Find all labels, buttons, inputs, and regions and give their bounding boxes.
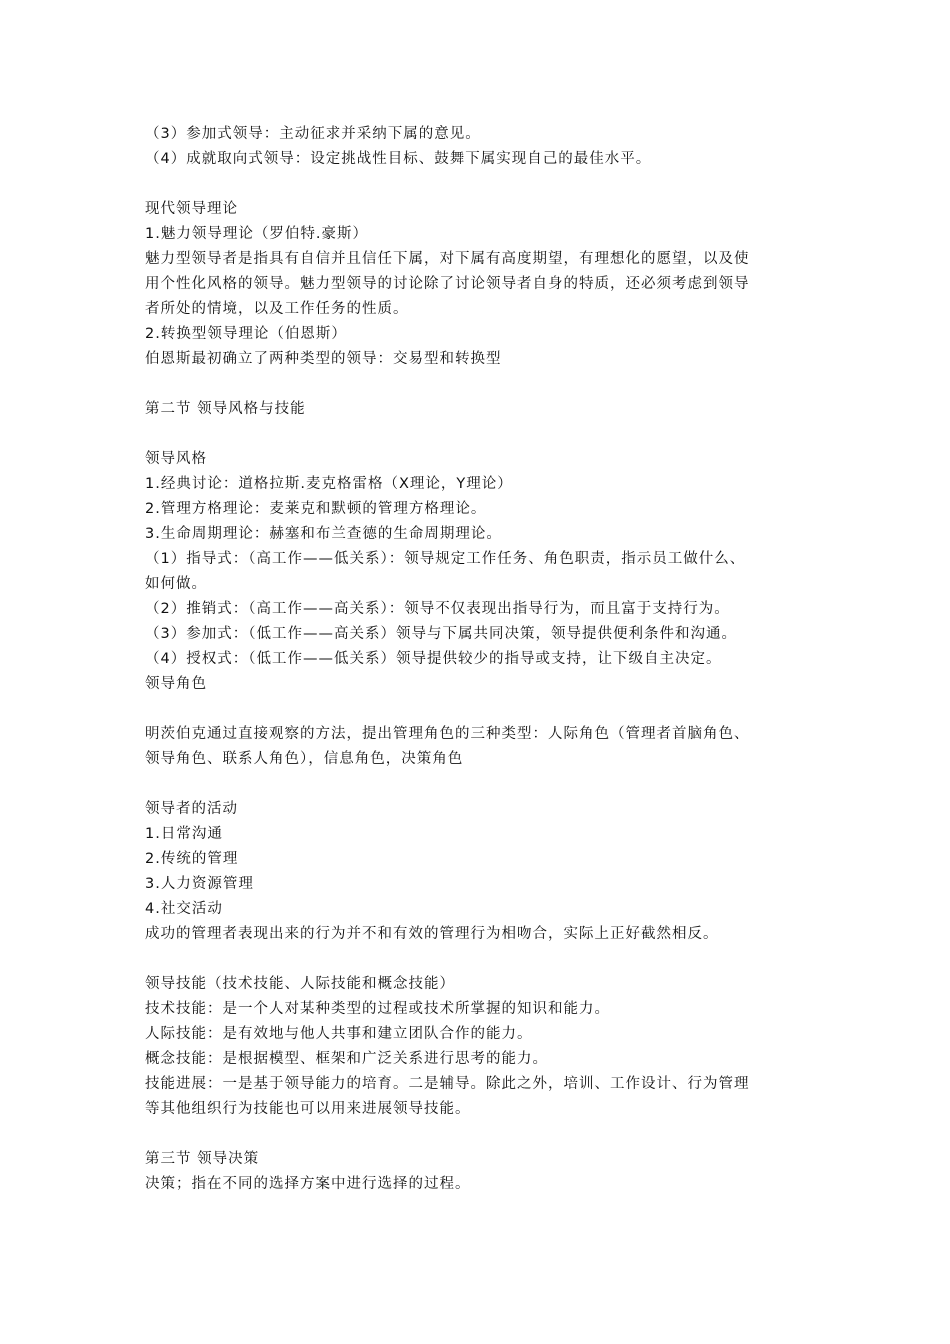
text-line: 2.传统的管理 (145, 851, 239, 867)
text-line: 者所处的情境，以及工作任务的性质。 (145, 301, 409, 317)
text-line: 决策；指在不同的选择方案中进行选择的过程。 (145, 1176, 471, 1192)
section-heading: 领导技能（技术技能、人际技能和概念技能） (145, 976, 455, 992)
chapter-heading: 第二节 领导风格与技能 (145, 401, 306, 417)
blank-line (145, 1122, 810, 1147)
text-line: 1.魅力领导理论（罗伯特.豪斯） (145, 226, 368, 242)
text-line: 如何做。 (145, 576, 207, 592)
text-line: （3）参加式领导：主动征求并采纳下属的意见。 (145, 126, 481, 142)
section-heading: 现代领导理论 (145, 201, 238, 217)
text-line: 技能进展：一是基于领导能力的培育。二是辅导。除此之外，培训、工作设计、行为管理 (145, 1076, 750, 1092)
text-line: 1.经典讨论：道格拉斯.麦克格雷格（X理论，Y理论） (145, 476, 513, 492)
text-line: 技术技能：是一个人对某种类型的过程或技术所掌握的知识和能力。 (145, 1001, 610, 1017)
text-line: 2.转换型领导理论（伯恩斯） (145, 326, 347, 342)
text-line: 领导角色、联系人角色），信息角色，决策角色 (145, 751, 464, 767)
text-line: 1.日常沟通 (145, 826, 223, 842)
document-page (145, 122, 810, 1197)
text-line: 概念技能：是根据模型、框架和广泛关系进行思考的能力。 (145, 1051, 548, 1067)
blank-line (145, 697, 810, 722)
text-line: 4.社交活动 (145, 901, 223, 917)
text-line: 3.人力资源管理 (145, 876, 254, 892)
text-line: 用个性化风格的领导。魅力型领导的讨论除了讨论领导者自身的特质，还必须考虑到领导 (145, 276, 750, 292)
blank-line (145, 772, 810, 797)
text-line: 3.生命周期理论：赫塞和布兰查德的生命周期理论。 (145, 526, 502, 542)
text-line: 明茨伯克通过直接观察的方法，提出管理角色的三种类型：人际角色（管理者首脑角色、 (145, 726, 750, 742)
text-line: 等其他组织行为技能也可以用来进展领导技能。 (145, 1101, 471, 1117)
text-line: 魅力型领导者是指具有自信并且信任下属，对下属有高度期望，有理想化的愿望，以及使 (145, 251, 750, 267)
text-line: 人际技能：是有效地与他人共事和建立团队合作的能力。 (145, 1026, 533, 1042)
text-line: （3）参加式：（低工作——高关系）领导与下属共同决策，领导提供便利条件和沟通。 (145, 626, 737, 642)
section-heading: 领导角色 (145, 676, 207, 692)
blank-line (145, 947, 810, 972)
blank-line (145, 172, 810, 197)
text-line: （2）推销式：（高工作——高关系）：领导不仅表现出指导行为，而且富于支持行为。 (145, 601, 730, 617)
text-line: （4）成就取向式领导：设定挑战性目标、鼓舞下属实现自己的最佳水平。 (145, 151, 652, 167)
section-heading: 领导风格 (145, 451, 207, 467)
section-heading: 领导者的活动 (145, 801, 238, 817)
text-line: （1）指导式：（高工作——低关系）：领导规定工作任务、角色职责，指示员工做什么、 (145, 551, 746, 567)
blank-line (145, 372, 810, 397)
chapter-heading: 第三节 领导决策 (145, 1151, 260, 1167)
text-line: 成功的管理者表现出来的行为并不和有效的管理行为相吻合，实际上正好截然相反。 (145, 926, 719, 942)
text-line: 伯恩斯最初确立了两种类型的领导：交易型和转换型 (145, 351, 502, 367)
blank-line (145, 422, 810, 447)
text-line: （4）授权式：（低工作——低关系）领导提供较少的指导或支持，让下级自主决定。 (145, 651, 722, 667)
text-line: 2.管理方格理论：麦莱克和默顿的管理方格理论。 (145, 501, 487, 517)
